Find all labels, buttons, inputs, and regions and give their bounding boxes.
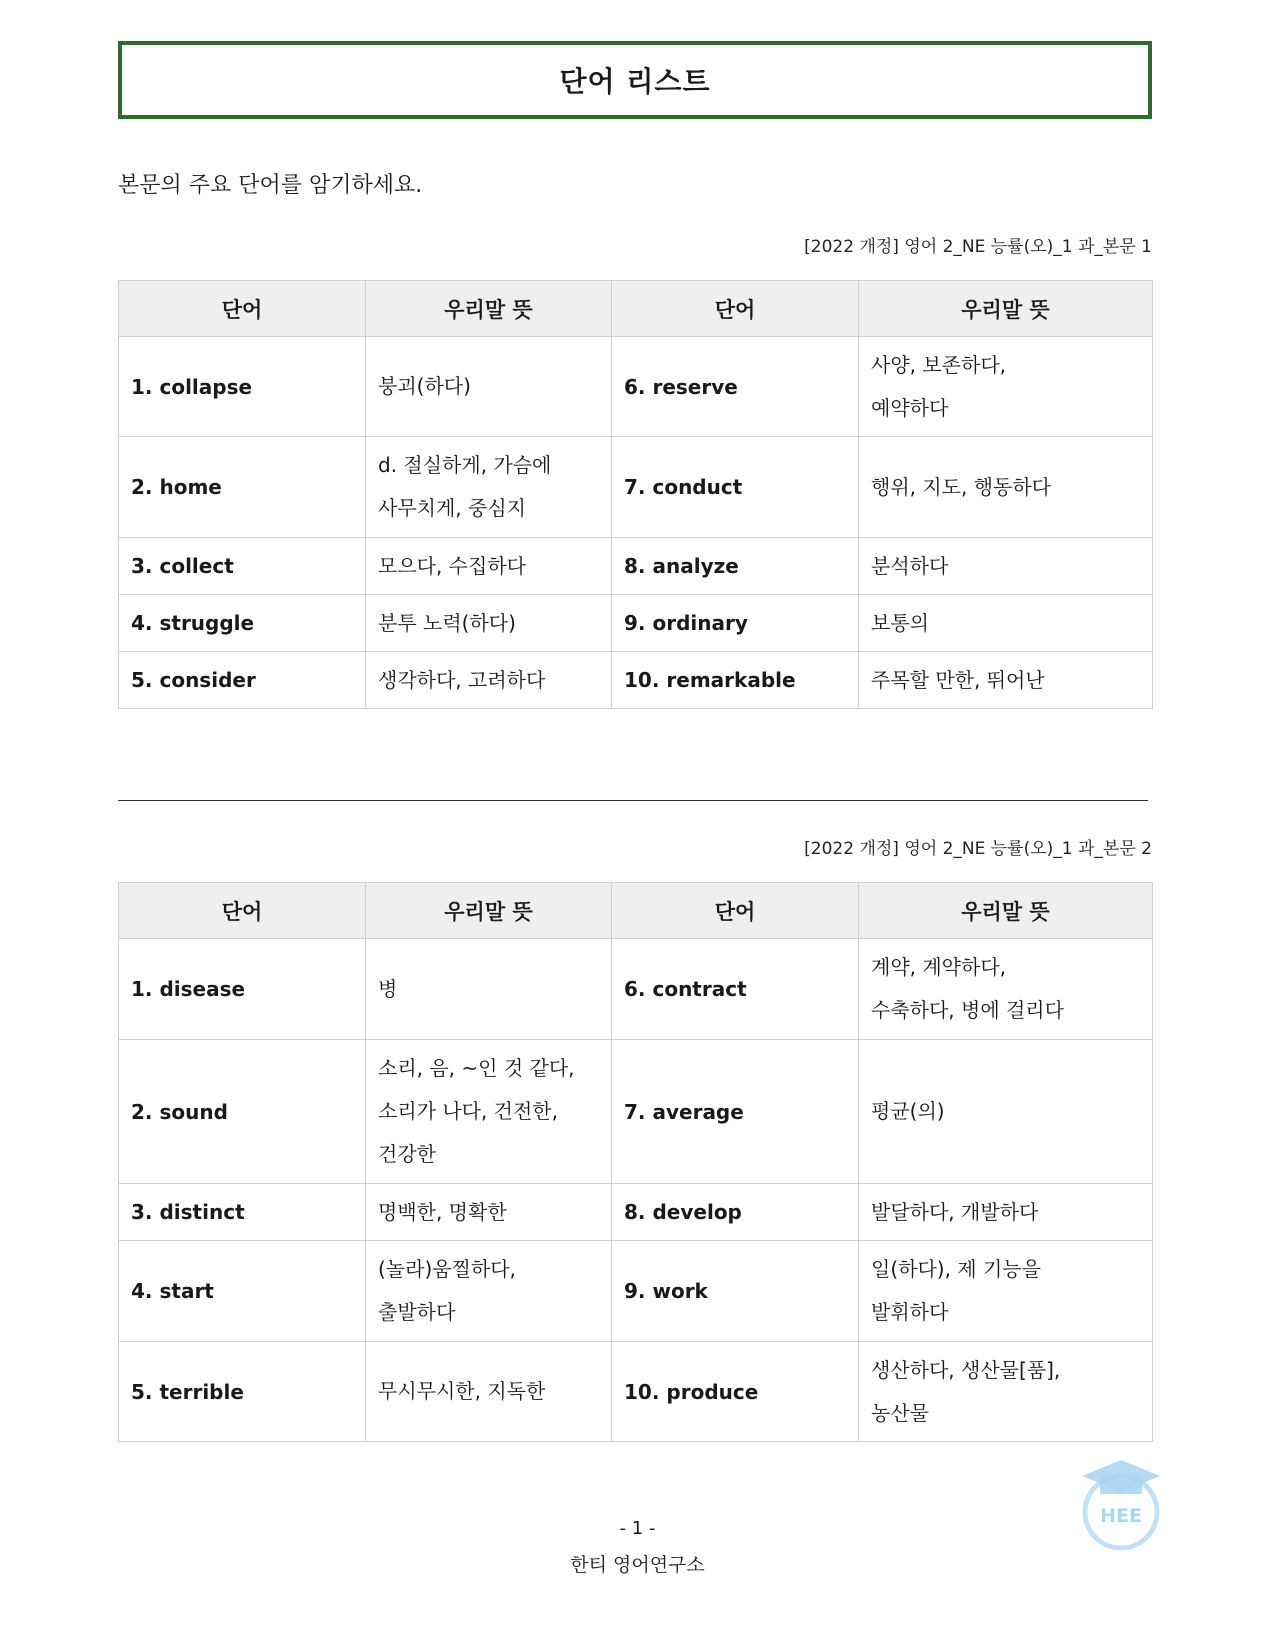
section-divider <box>118 800 1148 801</box>
word-cell: 5. terrible <box>119 1342 366 1442</box>
page-number: - 1 - <box>619 1518 656 1539</box>
word-cell: 2. home <box>119 437 366 538</box>
column-header-meaning: 우리말 뜻 <box>366 883 612 939</box>
word-cell: 8. analyze <box>612 538 859 595</box>
meaning-line: 출발하다 <box>378 1300 456 1324</box>
meaning-line: 소리가 나다, 건전한, <box>378 1099 558 1123</box>
meaning-line: 보통의 <box>871 610 929 635</box>
meaning-line: 분투 노력(하다) <box>378 610 516 635</box>
table-row <box>119 538 1153 595</box>
meaning-line: 모으다, 수집하다 <box>378 553 526 578</box>
meaning-cell <box>859 538 1153 595</box>
meaning-line: 주목할 만한, 뛰어난 <box>871 667 1045 692</box>
meaning-line: 발휘하다 <box>871 1300 949 1324</box>
table-row <box>119 337 1153 437</box>
meaning-cell <box>366 437 612 538</box>
meaning-line: 발달하다, 개발하다 <box>871 1199 1039 1224</box>
table-row <box>119 1241 1153 1342</box>
meaning-line: 행위, 지도, 행동하다 <box>871 474 1051 499</box>
word-cell: 10. remarkable <box>612 652 859 709</box>
word-cell: 9. work <box>612 1241 859 1342</box>
vocab-table-1 <box>118 280 1153 709</box>
table-row <box>119 437 1153 538</box>
word-cell: 4. struggle <box>119 595 366 652</box>
meaning-line: 사양, 보존하다, <box>871 352 1006 377</box>
word-cell: 1. collapse <box>119 337 366 437</box>
meaning-cell <box>366 1040 612 1184</box>
meaning-cell <box>859 652 1153 709</box>
word-cell: 9. ordinary <box>612 595 859 652</box>
meaning-cell <box>366 595 612 652</box>
table-header-row <box>119 883 1153 939</box>
title-box <box>118 41 1152 119</box>
word-cell: 4. start <box>119 1241 366 1342</box>
column-header-meaning: 우리말 뜻 <box>859 883 1153 939</box>
column-header-meaning: 우리말 뜻 <box>366 281 612 337</box>
meaning-line: 분석하다 <box>871 553 949 578</box>
meaning-cell <box>366 939 612 1040</box>
meaning-cell <box>366 1342 612 1442</box>
word-cell: 7. average <box>612 1040 859 1184</box>
instruction-text: 본문의 주요 단어를 암기하세요. <box>118 173 423 198</box>
table-header-row <box>119 281 1153 337</box>
word-cell: 5. consider <box>119 652 366 709</box>
footer-organization: 한티 영어연구소 <box>570 1554 705 1576</box>
table-row <box>119 595 1153 652</box>
word-cell: 7. conduct <box>612 437 859 538</box>
meaning-cell <box>859 1342 1153 1442</box>
meaning-line: 예약하다 <box>871 395 949 420</box>
meaning-line: 농산물 <box>871 1400 929 1425</box>
section-1-source: [2022 개정] 영어 2_NE 능률(오)_1 과_본문 1 <box>804 237 1152 257</box>
meaning-line: 수축하다, 병에 걸리다 <box>871 998 1064 1022</box>
meaning-line: 사무치게, 중심지 <box>378 496 526 520</box>
meaning-cell <box>366 1241 612 1342</box>
meaning-line: 병 <box>378 976 398 1001</box>
table-row <box>119 1040 1153 1184</box>
word-cell: 1. disease <box>119 939 366 1040</box>
word-cell: 10. produce <box>612 1342 859 1442</box>
page-title: 단어 리스트 <box>559 65 711 98</box>
meaning-line: 생산하다, 생산물[품], <box>871 1357 1061 1382</box>
meaning-cell <box>366 1184 612 1241</box>
meaning-line: d. 절실하게, 가슴에 <box>378 453 552 477</box>
meaning-cell <box>859 939 1153 1040</box>
word-cell: 3. distinct <box>119 1184 366 1241</box>
word-cell: 6. reserve <box>612 337 859 437</box>
meaning-cell <box>859 1040 1153 1184</box>
meaning-line: 건강한 <box>378 1142 436 1166</box>
meaning-cell <box>366 652 612 709</box>
column-header-word: 단어 <box>119 883 366 939</box>
graduation-cap-logo-icon <box>1078 1456 1164 1552</box>
meaning-line: 생각하다, 고려하다 <box>378 667 546 692</box>
meaning-cell <box>366 337 612 437</box>
word-cell: 3. collect <box>119 538 366 595</box>
word-cell: 2. sound <box>119 1040 366 1184</box>
meaning-cell <box>859 337 1153 437</box>
column-header-word: 단어 <box>119 281 366 337</box>
meaning-line: 붕괴(하다) <box>378 374 471 398</box>
meaning-line: (놀라)움찔하다, <box>378 1257 516 1281</box>
meaning-cell <box>859 595 1153 652</box>
vocab-table-2 <box>118 882 1153 1442</box>
word-cell: 8. develop <box>612 1184 859 1241</box>
column-header-meaning: 우리말 뜻 <box>859 281 1153 337</box>
meaning-line: 일(하다), 제 기능을 <box>871 1257 1041 1281</box>
column-header-word: 단어 <box>612 883 859 939</box>
meaning-line: 평균(의) <box>871 1099 945 1123</box>
meaning-cell <box>859 1184 1153 1241</box>
table-row <box>119 1184 1153 1241</box>
logo-text: HEE <box>1100 1505 1142 1527</box>
table-row <box>119 1342 1153 1442</box>
table-row <box>119 652 1153 709</box>
meaning-line: 무시무시한, 지독한 <box>378 1379 546 1403</box>
meaning-cell <box>366 538 612 595</box>
meaning-line: 명백한, 명확한 <box>378 1199 507 1224</box>
meaning-cell <box>859 1241 1153 1342</box>
column-header-word: 단어 <box>612 281 859 337</box>
table-row <box>119 939 1153 1040</box>
word-cell: 6. contract <box>612 939 859 1040</box>
meaning-line: 소리, 음, ~인 것 같다, <box>378 1056 575 1080</box>
section-2-source: [2022 개정] 영어 2_NE 능률(오)_1 과_본문 2 <box>804 839 1152 859</box>
meaning-cell <box>859 437 1153 538</box>
meaning-line: 계약, 계약하다, <box>871 955 1006 979</box>
